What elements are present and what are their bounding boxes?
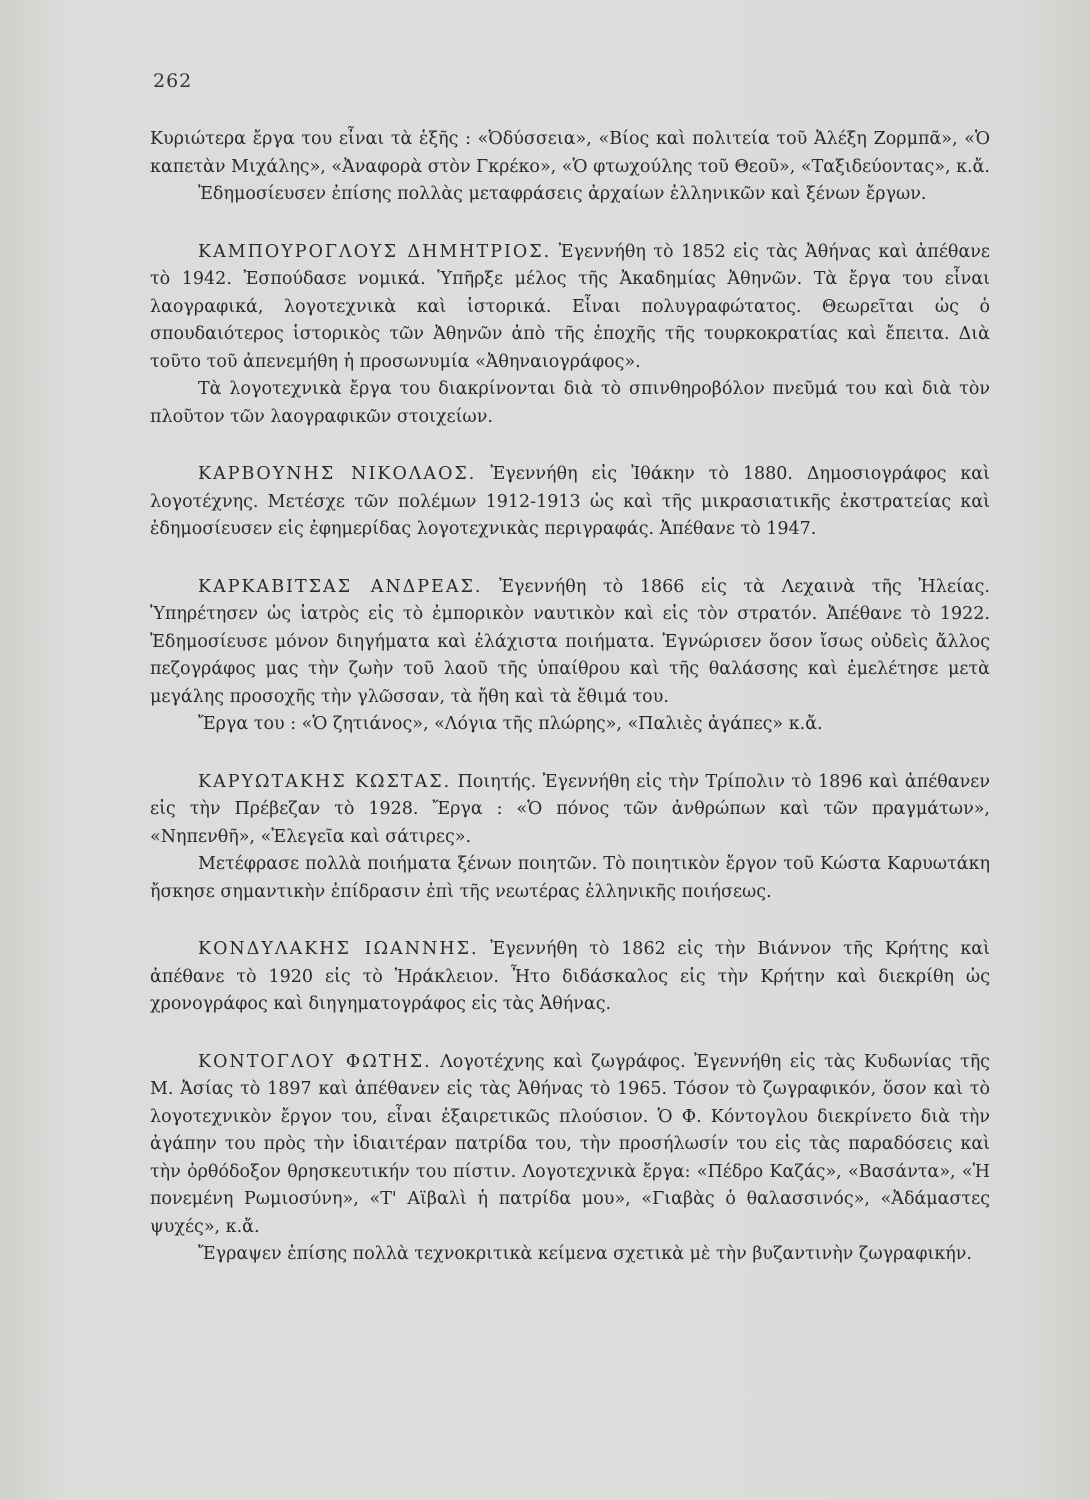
entry-paragraph <box>150 239 990 377</box>
entry-name: ΚΟΝΔΥΛΑΚΗΣ ΙΩΑΝΝΗΣ. <box>198 939 479 959</box>
entry-paragraph <box>150 769 990 852</box>
entry-paragraph-2: Μετέφρασε πολλὰ ποιήματα ξένων ποιητῶν. Τὸ ποιητικὸν ἔργον τοῦ Κώστα Καρυωτάκη ἤσκησε σημαντικὴν ἐπίδρασιν ἐπὶ τῆς νεωτέρας ἑλληνικῆς ποιήσεως. <box>150 854 990 902</box>
page-content <box>150 126 990 1299</box>
entry-karkavitsas <box>150 574 990 739</box>
entry-paragraph <box>150 936 990 1019</box>
entry-text: Ἐγεννήθη τὸ 1852 εἰς τὰς Ἀθήνας καὶ ἀπέθανε τὸ 1942. Ἐσπούδασε νομικά. Ὑπῆρξε μέλος τῆς Ἀκαδημίας Ἀθηνῶν. Τὰ ἔργα του εἶναι λαογραφικά, λογοτεχνικὰ καὶ ἱστορικά. Εἶναι πολυγραφώτατος. Θεωρεῖται ὡς ὁ σπουδαιότερος ἱστορικὸς τῶν Ἀθηνῶν ἀπὸ τῆς ἐποχῆς τῆς τουρκοκρατίας καὶ ἔπειτα. Διὰ τοῦτο τοῦ ἀπενεμήθη ἡ προσωνυμία «Ἀθηναιογράφος». <box>150 241 990 372</box>
entry-paragraph <box>150 461 990 544</box>
entry-name: ΚΑΜΠΟΥΡΟΓΛΟΥΣ ΔΗΜΗΤΡΙΟΣ. <box>198 241 552 262</box>
entry-paragraph-2: Ἔγραψεν ἐπίσης πολλὰ τεχνοκριτικὰ κείμενα σχετικὰ μὲ τὴν βυζαντινὴν ζωγραφικήν. <box>198 1244 972 1264</box>
entry-name: ΚΑΡΒΟΥΝΗΣ ΝΙΚΟΛΑΟΣ. <box>198 464 477 484</box>
entry-karyotakis <box>150 769 990 907</box>
entry-text: Ἐγεννήθη τὸ 1862 εἰς τὴν Βιάννον τῆς Κρήτης καὶ ἀπέθανε τὸ 1920 εἰς τὸ Ἡράκλειον. Ἦτο διδάσκαλος εἰς τὴν Κρήτην καὶ διεκρίθη ὡς χρονογράφος καὶ διηγηματογράφος εἰς τὰς Ἀθήνας. <box>150 939 990 1014</box>
intro-translations-paragraph: Ἐδημοσίευσεν ἐπίσης πολλὰς μεταφράσεις ἀρχαίων ἑλληνικῶν καὶ ξένων ἔργων. <box>198 184 927 204</box>
entry-paragraph <box>150 1049 990 1242</box>
entry-text: Ἐγεννήθη τὸ 1866 εἰς τὰ Λεχαινὰ τῆς Ἠλείας. Ὑπηρέτησεν ὡς ἰατρὸς εἰς τὸ ἐμπορικὸν ναυτικὸν καὶ εἰς τὸν στρατόν. Ἀπέθανε τὸ 1922. Ἐδημοσίευσε μόνον διηγήματα καὶ ἐλάχιστα ποιήματα. Ἐγνώρισεν ὅσον ἴσως οὐδεὶς ἄλλος πεζογράφος μας τὴν ζωὴν τοῦ λαοῦ τῆς ὑπαίθρου καὶ τῆς θαλάσσης καὶ ἐμελέτησε μετὰ μεγάλης προσοχῆς τὴν γλῶσσαν, τὰ ἤθη καὶ τὰ ἔθιμά του. <box>150 576 990 707</box>
entry-kontoglou <box>150 1049 990 1269</box>
entry-name: ΚΑΡΚΑΒΙΤΣΑΣ ΑΝΔΡΕΑΣ. <box>198 576 483 597</box>
entry-kondylakis <box>150 936 990 1019</box>
entry-text: Ποιητής. Ἐγεννήθη εἰς τὴν Τρίπολιν τὸ 1896 καὶ ἀπέθανεν εἰς τὴν Πρέβεζαν τὸ 1928. Ἔργα : «Ὁ πόνος τῶν ἀνθρώπων καὶ τῶν πραγμάτων», «Νηπενθῆ», «Ἐλεγεῖα καὶ σάτιρες». <box>150 771 990 847</box>
entry-name: ΚΟΝΤΟΓΛΟΥ ΦΩΤΗΣ. <box>198 1051 432 1072</box>
entry-kampouroglou <box>150 239 990 432</box>
page-number: 262 <box>153 70 193 92</box>
entry-paragraph-2: Τὰ λογοτεχνικὰ ἔργα του διακρίνονται διὰ τὸ σπινθηροβόλον πνεῦμά του καὶ διὰ τὸν πλοῦτον τῶν λαογραφικῶν στοιχείων. <box>150 379 990 427</box>
entry-text: Λογοτέχνης καὶ ζωγράφος. Ἐγεννήθη εἰς τὰς Κυδωνίας τῆς Μ. Ἀσίας τὸ 1897 καὶ ἀπέθανεν εἰς τὰς Ἀθήνας τὸ 1965. Τόσον τὸ ζωγραφικόν, ὅσον καὶ τὸ λογοτεχνικὸν ἔργον του, εἶναι ἐξαιρετικῶς πλούσιον. Ὁ Φ. Κόντογλου διεκρίνετο διὰ τὴν ἀγάπην του πρὸς τὴν ἰδιαιτέραν πατρίδα του, τὴν προσήλωσίν του εἰς τὰς παραδόσεις καὶ τὴν ὀρθόδοξον θρησκευτικήν του πίστιν. Λογοτεχνικὰ ἔργα: «Πέδρο Καζάς», «Βασάντα», «Ἡ πονεμένη Ρωμιοσύνη», «Τ' Αϊβαλὶ ἡ πατρίδα μου», «Γιαβὰς ὁ θαλασσινός», «Ἀδάμαστες ψυχές», κ.ἄ. <box>150 1051 990 1237</box>
intro-works-paragraph: Κυριώτερα ἔργα του εἶναι τὰ ἑξῆς : «Ὀδύσσεια», «Βίος καὶ πολιτεία τοῦ Ἀλέξη Ζορμπᾶ», «Ὁ καπετὰν Μιχάλης», «Ἀναφορὰ στὸν Γκρέκο», «Ὁ φτωχούλης τοῦ Θεοῦ», «Ταξιδεύοντας», κ.ἄ. <box>150 129 990 177</box>
entry-paragraph <box>150 574 990 712</box>
intro-paragraphs <box>150 126 990 209</box>
entry-name: ΚΑΡΥΩΤΑΚΗΣ ΚΩΣΤΑΣ. <box>198 771 452 792</box>
entry-karvounis <box>150 461 990 544</box>
entry-paragraph-2: Ἔργα του : «Ὁ ζητιάνος», «Λόγια τῆς πλώρης», «Παλιὲς ἀγάπες» κ.ἄ. <box>198 714 823 734</box>
entry-text: Ἐγεννήθη εἰς Ἰθάκην τὸ 1880. Δημοσιογράφος καὶ λογοτέχνης. Μετέσχε τῶν πολέμων 1912-1913 ὡς καὶ τῆς μικρασιατικῆς ἐκστρατείας καὶ ἐδημοσίευσεν εἰς ἐφημερίδας λογοτεχνικὰς περιγραφάς. Ἀπέθανε τὸ 1947. <box>150 464 990 539</box>
